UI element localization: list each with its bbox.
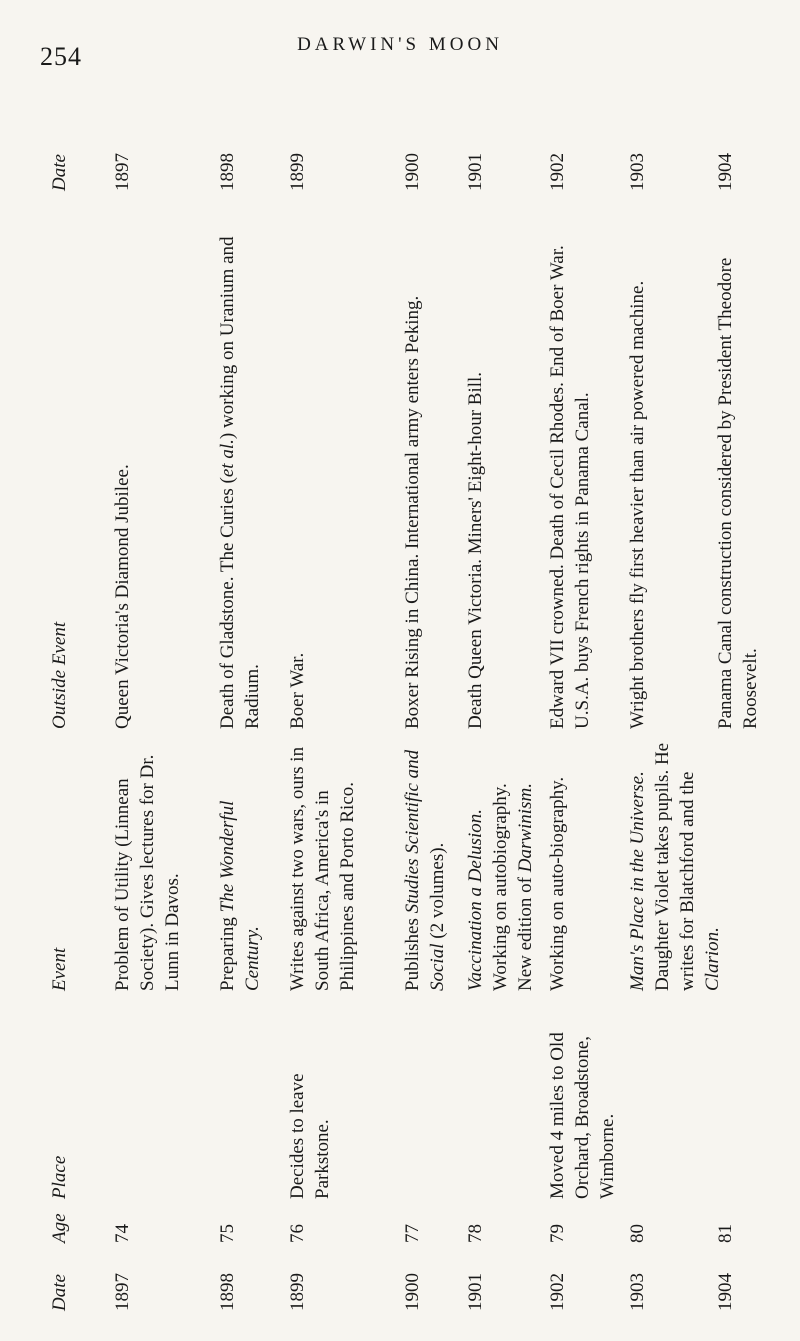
row-age: 75	[217, 1224, 238, 1243]
row-date-right: 1898	[217, 153, 238, 191]
header-age: Age	[49, 1213, 70, 1243]
header-date-right: Date	[49, 154, 70, 191]
header-event: Event	[49, 947, 70, 991]
row-outside-event: Wright brothers fly first heavier than air powered machine.	[627, 280, 648, 729]
header-date-left: Date	[49, 1274, 70, 1311]
row-event: Publishes Studies Scientific and Social (2 volumes).	[402, 749, 448, 991]
header-place: Place	[49, 1155, 70, 1199]
running-head: DARWIN'S MOON	[297, 34, 503, 55]
row-date-right: 1903	[627, 153, 648, 191]
row-date: 1903	[627, 1273, 648, 1311]
row-age: 77	[402, 1224, 423, 1243]
row-date-right: 1902	[547, 153, 568, 191]
page-number: 254	[40, 42, 82, 71]
row-date: 1901	[465, 1273, 486, 1311]
row-event: Working on auto-biography.	[547, 776, 568, 991]
row-date: 1904	[715, 1273, 736, 1311]
row-event: Vaccination a Delusion. Working on autobiography. New edition of Darwinism.	[465, 783, 536, 991]
row-age: 76	[287, 1224, 308, 1243]
row-date: 1897	[112, 1273, 133, 1311]
row-date-right: 1899	[287, 153, 308, 191]
chronology-table	[40, 91, 760, 1311]
row-place: Moved 4 miles to Old Orchard, Broadstone, Wimborne.	[547, 1032, 618, 1199]
row-outside-event: Edward VII crowned. Death of Cecil Rhodes. End of Boer War. U.S.A. buys French rights in Panama Canal.	[547, 245, 593, 729]
row-date-right: 1900	[402, 153, 423, 191]
row-event: Problem of Utility (Linnean Society). Gives lectures for Dr. Lunn in Davos.	[112, 754, 183, 991]
row-date: 1900	[402, 1273, 423, 1311]
row-outside-event: Death of Gladstone. The Curies (et al.) working on Uranium and Radium.	[217, 236, 263, 729]
row-age: 78	[465, 1224, 486, 1243]
row-date: 1898	[217, 1273, 238, 1311]
row-event: Writes against two wars, ours in South Africa, America's in Philippines and Porto Rico.	[287, 746, 358, 991]
row-age: 79	[547, 1224, 568, 1243]
row-date: 1899	[287, 1273, 308, 1311]
row-outside-event: Boer War.	[287, 652, 308, 729]
header-outside-event: Outside Event	[49, 621, 70, 729]
row-age: 74	[112, 1224, 133, 1243]
row-place: Decides to leave Parkstone.	[287, 1073, 333, 1199]
row-outside-event: Panama Canal construction considered by President Theodore Roosevelt.	[715, 257, 761, 729]
row-event: Preparing The Wonderful Century.	[217, 800, 263, 991]
row-event: Man's Place in the Universe. Daughter Violet takes pupils. He writes for Blatchford and the Clarion.	[627, 742, 723, 991]
row-date-right: 1904	[715, 153, 736, 191]
row-date-right: 1897	[112, 153, 133, 191]
row-age: 81	[715, 1224, 736, 1243]
row-outside-event: Boxer Rising in China. International army enters Peking.	[402, 295, 423, 729]
row-outside-event: Queen Victoria's Diamond Jubilee.	[112, 464, 133, 729]
row-date: 1902	[547, 1273, 568, 1311]
row-date-right: 1901	[465, 153, 486, 191]
row-age: 80	[627, 1224, 648, 1243]
row-outside-event: Death Queen Victoria. Miners' Eight-hour Bill.	[465, 371, 486, 729]
